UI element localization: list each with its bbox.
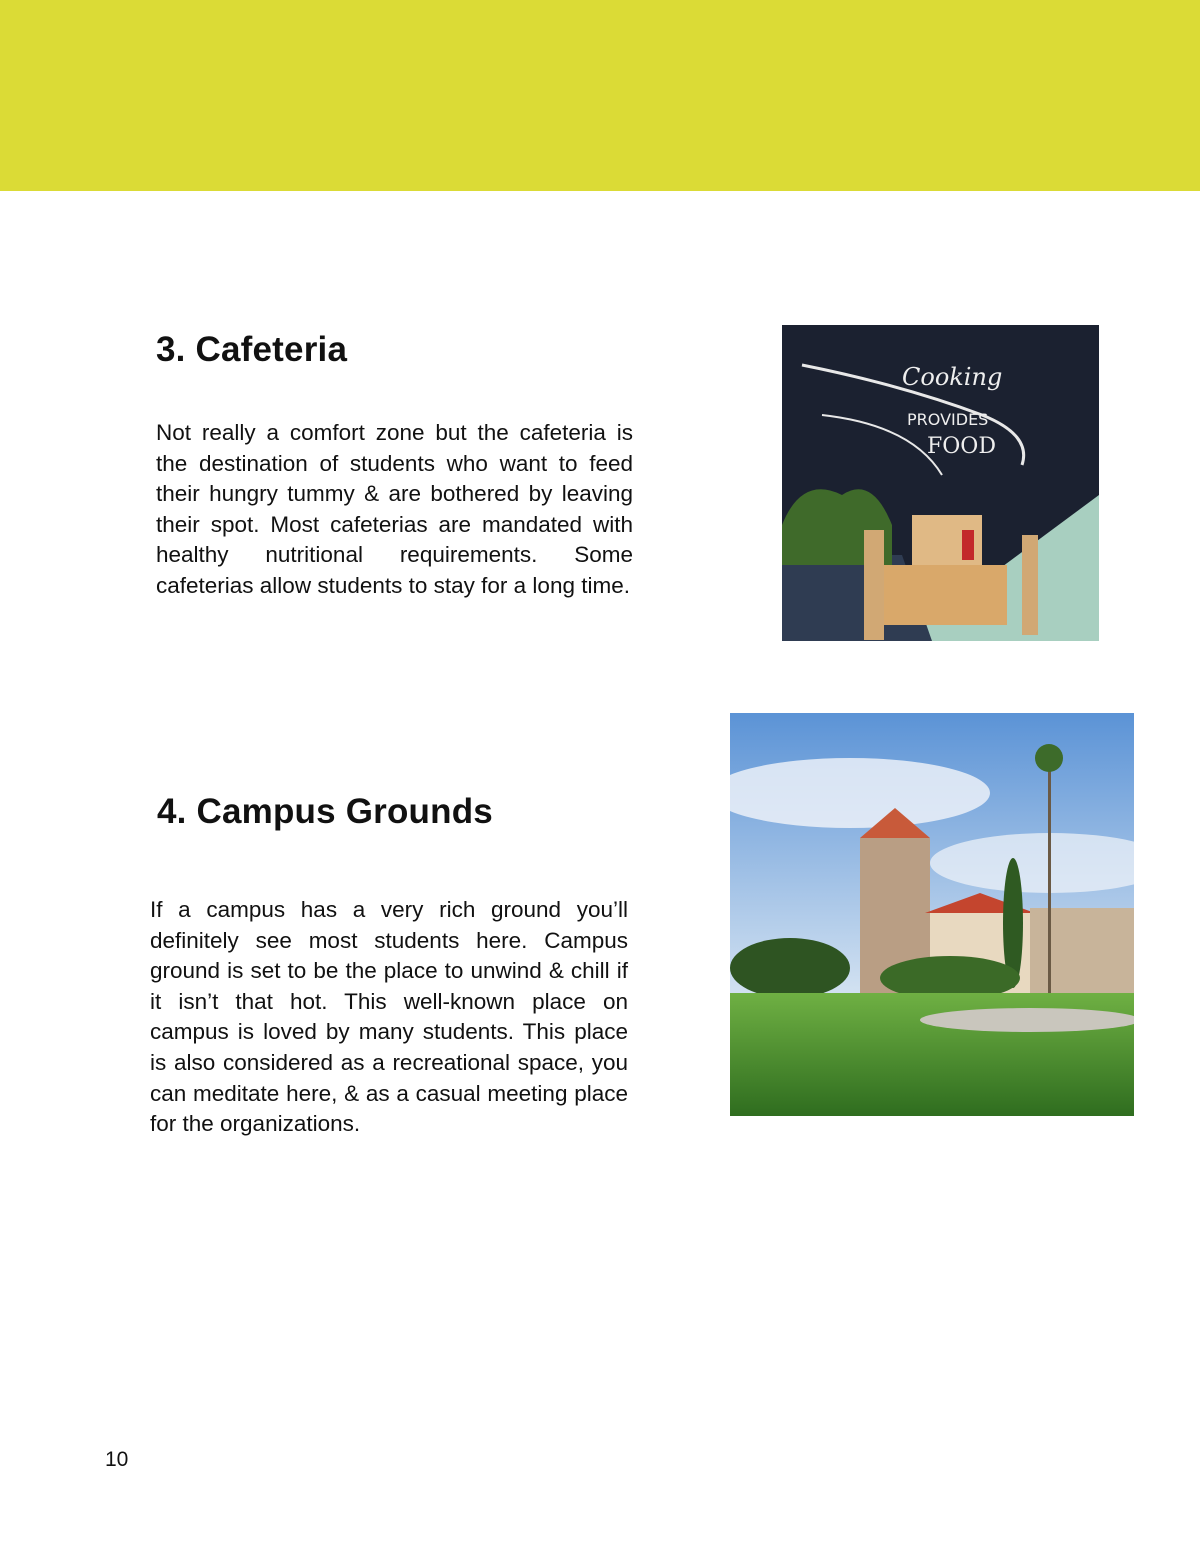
svg-text:Cooking: Cooking — [902, 363, 1003, 391]
section-heading-campus-grounds: 4. Campus Grounds — [157, 792, 493, 831]
svg-text:FOOD: FOOD — [927, 434, 996, 459]
header-banner — [0, 0, 1200, 191]
campus-grounds-photo — [730, 713, 1134, 1116]
campus-grounds-description: If a campus has a very rich ground you’ll definitely see most students here. Campus ground is set to be the place to unwind & chill if it isn’t that hot. This well-known place on campus is loved by many students. This place is also considered as a recreational space, you can meditate here, & as a casual meeting place for the organizations. — [150, 897, 628, 1137]
section-heading-cafeteria: 3. Cafeteria — [156, 330, 348, 369]
cafeteria-photo — [782, 325, 1099, 641]
page-number: 10 — [105, 1448, 129, 1471]
cafeteria-description: Not really a comfort zone but the cafeteria is the destination of students who want to feed their hungry tummy & are bothered by leaving their spot. Most cafeterias are mandated with healthy nutritional requirements. Some cafeterias allow students to stay for a long time. — [156, 420, 633, 598]
svg-text:PROVIDES: PROVIDES — [907, 410, 989, 429]
